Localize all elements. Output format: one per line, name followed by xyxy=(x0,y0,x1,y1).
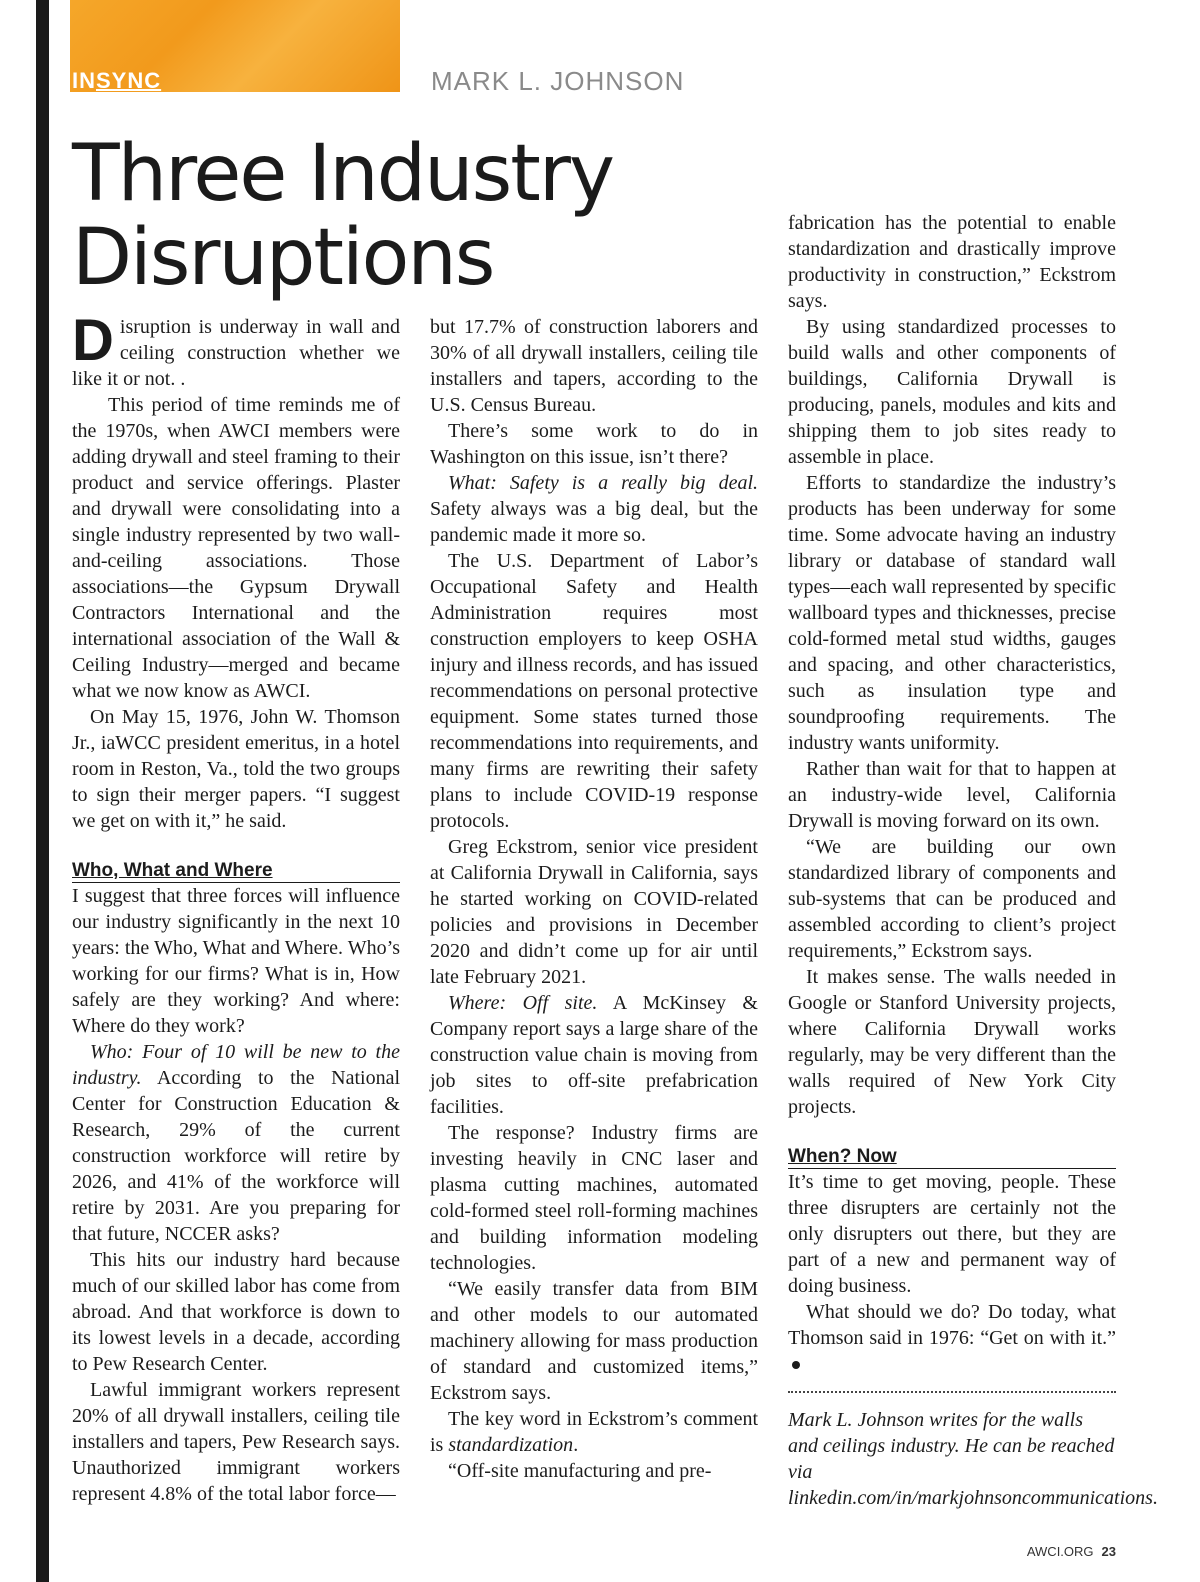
paragraph: I suggest that three forces will influence our industry significantly in the next 10 years: the Who, What and Where. Who’s working for our firms? What is in, How safely are they working? And where: Where do they work? xyxy=(72,885,400,1037)
paragraph: “We easily transfer data from BIM and other models to our automated machinery allowing for mass production of standard and customized items,” Eckstrom says. xyxy=(430,1278,758,1404)
page-number: 23 xyxy=(1101,1544,1116,1559)
paragraph: Lawful immigrant workers represent 20% of all drywall installers, ceiling tile installers and tapers, Pew Research says. Unauthorized immigrant workers represent 4.8% of the total labor force— xyxy=(72,1379,400,1505)
paragraph: Rather than wait for that to happen at an industry-wide level, California Drywall is moving forward on its own. xyxy=(788,758,1116,832)
subhead-when-now: When? Now xyxy=(788,1146,1116,1169)
paragraph: Who: Four of 10 will be new to the industry. According to the National Center for Construction Education & Research, 29% of the current construction workforce will retire by 2026, and 41% of the workforce will retire by 2031. Are you preparing for that future, NCCER asks? xyxy=(72,1041,400,1245)
article-title xyxy=(72,129,772,303)
title-line-2: Disruptions xyxy=(72,213,494,303)
paragraph: Where: Off site. A McKinsey & Company report says a large share of the construction value chain is moving from job sites to off-site prefabrication facilities. xyxy=(430,992,758,1118)
subhead-who-what-where: Who, What and Where xyxy=(72,860,400,883)
bio-divider xyxy=(788,1391,1116,1393)
section-name: INSYNC xyxy=(72,68,162,93)
column-1 xyxy=(72,308,400,1507)
paragraph: This hits our industry hard because much of our skilled labor has come from abroad. And that workforce is down to its lowest levels in a decade, according to Pew Research Center. xyxy=(72,1249,400,1375)
drop-cap: D xyxy=(72,308,114,373)
author-heading: MARK L. JOHNSON xyxy=(431,66,685,96)
paragraph: “We are building our own standardized library of components and sub-systems that can be produced and assembled according to client’s project requirements,” Eckstrom says. xyxy=(788,836,1116,962)
paragraph: The key word in Eckstrom’s comment is standardization. xyxy=(430,1408,758,1456)
paragraph: What: Safety is a really big deal. Safety always was a big deal, but the pandemic made it more so. xyxy=(430,472,758,546)
paragraph: fabrication has the potential to enable standardization and drastically improve productivity in construction,” Eckstrom says. xyxy=(788,212,1116,312)
footer-site: AWCI.ORG xyxy=(1026,1544,1094,1559)
paragraph: By using standardized processes to build walls and other components of buildings, California Drywall is producing, panels, modules and kits and shipping them to job sites ready to assemble in place. xyxy=(788,316,1116,468)
paragraph: The response? Industry firms are investing heavily in CNC laser and plasma cutting machines, automated cold-formed steel roll-forming machines and building information modeling technologies. xyxy=(430,1122,758,1274)
paragraph: On May 15, 1976, John W. Thomson Jr., iaWCC president emeritus, in a hotel room in Reston, Va., told the two groups to sign their merger papers. “I suggest we get on with it,” he said. xyxy=(72,706,400,832)
paragraph: This period of time reminds me of the 1970s, when AWCI members were adding drywall and steel framing to their product and service offerings. Plaster and drywall were consolidating into a single industry represented by two wall-and-ceiling associations. Those associations—the Gypsum Drywall Contractors International and the international association of the Wall & Ceiling Industry—merged and became what we now know as AWCI. xyxy=(72,394,400,702)
paragraph: The U.S. Department of Labor’s Occupational Safety and Health Administration requires most construction employers to keep OSHA injury and illness records, and has issued recommendations on personal protective equipment. Some states turned those recommendations into requirements, and many firms are rewriting their safety plans to include COVID-19 response protocols. xyxy=(430,550,758,832)
paragraph: Efforts to standardize the industry’s products has been underway for some time. Some advocate having an industry library or database of standard wall types—each wall represented by specific wallboard types and thicknesses, precise cold-formed metal stud widths, gauges and spacing, and other characteristics, such as insulation type and soundproofing requirements. The industry wants uniformity. xyxy=(788,472,1116,754)
column-3 xyxy=(788,210,1158,1511)
paragraph: There’s some work to do in Washington on this issue, isn’t there? xyxy=(430,420,758,468)
paragraph: “Off-site manufacturing and pre- xyxy=(448,1460,712,1482)
end-mark-icon xyxy=(792,1361,800,1369)
column-2 xyxy=(430,314,758,1484)
paragraph: What should we do? Do today, what Thomson said in 1976: “Get on with it.” xyxy=(788,1299,1116,1377)
page-footer xyxy=(1027,1544,1116,1559)
paragraph: but 17.7% of construction laborers and 30% of all drywall installers, ceiling tile installers and tapers, according to the U.S. Census Bureau. xyxy=(430,316,758,416)
paragraph: Greg Eckstrom, senior vice president at California Drywall in California, says he started working on COVID-related policies and provisions in December 2020 and didn’t come up for air until late February 2021. xyxy=(430,836,758,988)
page-spine-bar xyxy=(36,0,49,1582)
title-line-1: Three Industry xyxy=(72,129,614,219)
paragraph: It’s time to get moving, people. These three disrupters are certainly not the only disrupters out there, but they are part of a new and permanent way of doing business. xyxy=(788,1171,1116,1297)
paragraph: Disruption is underway in wall and ceiling construction whether we like it or not. . xyxy=(72,308,400,390)
paragraph: It makes sense. The walls needed in Google or Stanford University projects, where California Drywall works regularly, may be very different than the walls required of New York City projects. xyxy=(788,966,1116,1118)
author-bio: Mark L. Johnson writes for the walls and ceilings industry. He can be reached via linkedin.com/in/markjohnsoncommunications. xyxy=(788,1409,1158,1509)
